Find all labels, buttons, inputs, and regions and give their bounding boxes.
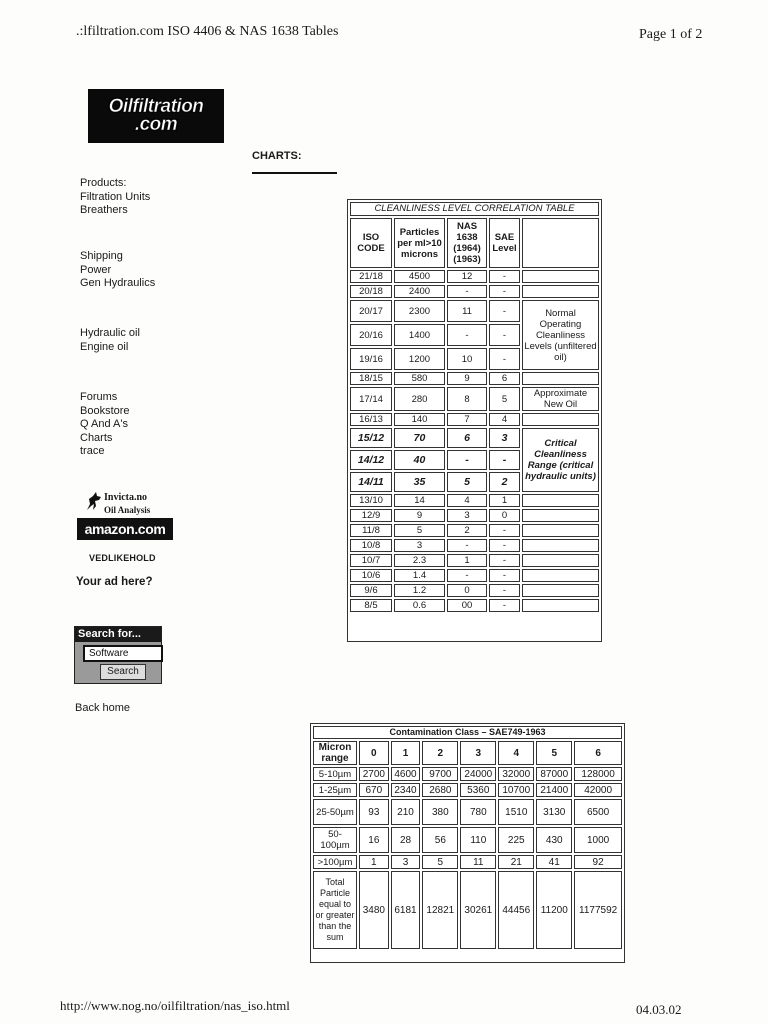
nav-link-forums[interactable]: Forums: [80, 391, 118, 403]
cell: 2340: [391, 783, 421, 797]
table-row: [350, 494, 599, 507]
nav-group-products: [80, 177, 150, 218]
cell: 17/14: [350, 387, 392, 411]
nav-link-shipping[interactable]: Shipping: [80, 250, 123, 262]
cell: 12821: [422, 871, 458, 949]
vedlikehold-banner[interactable]: VEDLIKEHOLD: [89, 553, 156, 563]
cell: 21: [498, 855, 534, 869]
cell: 10/8: [350, 539, 392, 552]
col-header-class: 3: [460, 741, 496, 765]
nav-link-power[interactable]: Power: [80, 263, 112, 276]
horse-rider-icon: [84, 490, 104, 514]
table-row: [313, 827, 622, 853]
cell: 15/12: [350, 428, 392, 448]
cell: [522, 569, 599, 582]
col-header-micron-range: Micron range: [313, 741, 357, 765]
cell: -: [489, 554, 520, 567]
table-row: [350, 554, 599, 567]
nav-link-filtration-units[interactable]: Filtration Units: [80, 190, 151, 203]
table-caption: CLEANLINESS LEVEL CORRELATION TABLE: [350, 202, 599, 216]
cell: 4600: [391, 767, 421, 781]
note-critical-range: Critical Cleanliness Range (critical hydraulic units): [522, 428, 599, 492]
nav-group-shipping: [80, 250, 155, 291]
cell: 1: [489, 494, 520, 507]
cell: -: [447, 324, 487, 346]
cell: 2400: [394, 285, 445, 298]
table-row: [350, 285, 599, 298]
cell: 19/16: [350, 348, 392, 370]
cell: 6: [447, 428, 487, 448]
table-row: [313, 855, 622, 869]
contamination-class-table: [310, 723, 625, 963]
cell: 12: [447, 270, 487, 283]
logo-line-2: .com: [134, 114, 178, 135]
table-row: [350, 599, 599, 612]
oilfiltration-logo[interactable]: [88, 89, 224, 143]
cell: 21400: [536, 783, 572, 797]
search-input[interactable]: Software: [83, 645, 163, 662]
nav-link-breathers[interactable]: Breathers: [80, 204, 128, 216]
cell: 20/17: [350, 300, 392, 322]
nav-link-engine-oil[interactable]: Engine oil: [80, 340, 129, 353]
table-row: [350, 300, 599, 322]
cell: 6: [489, 372, 520, 385]
table-row: [350, 509, 599, 522]
row-header: 1-25µm: [313, 783, 357, 797]
cell: 28: [391, 827, 421, 853]
cell: 580: [394, 372, 445, 385]
cell: 42000: [574, 783, 622, 797]
cell: 21/18: [350, 270, 392, 283]
cell: 24000: [460, 767, 496, 781]
col-header-class: 0: [359, 741, 389, 765]
col-header-class: 1: [391, 741, 421, 765]
col-header-particles: Particles per ml>10 microns: [394, 218, 445, 268]
cell: 0: [447, 584, 487, 597]
cell: 6181: [391, 871, 421, 949]
cell: 1400: [394, 324, 445, 346]
cell: 12/9: [350, 509, 392, 522]
row-header: 25-50µm: [313, 799, 357, 825]
cell: -: [447, 450, 487, 470]
cell: 3: [447, 509, 487, 522]
cleanliness-correlation-table: [347, 199, 602, 642]
note-normal-levels: Normal Operating Cleanliness Levels (unfiltered oil): [522, 300, 599, 370]
cell: 0.6: [394, 599, 445, 612]
row-header: Total Particle equal to or greater than the sum: [313, 871, 357, 949]
cell: -: [489, 524, 520, 537]
cell: 14: [394, 494, 445, 507]
row-header: >100µm: [313, 855, 357, 869]
cell: 3130: [536, 799, 572, 825]
back-home-link[interactable]: Back home: [75, 702, 131, 714]
cell: [522, 413, 599, 426]
cell: 10/6: [350, 569, 392, 582]
cell: 9700: [422, 767, 458, 781]
document-title: .:lfiltration.com ISO 4406 & NAS 1638 Tables: [76, 24, 339, 39]
cell: 9/6: [350, 584, 392, 597]
cell: 13/10: [350, 494, 392, 507]
cell: 8/5: [350, 599, 392, 612]
cell: 430: [536, 827, 572, 853]
cell: 11: [447, 300, 487, 322]
cell: 16/13: [350, 413, 392, 426]
nav-link-qanda[interactable]: Q And A's: [80, 418, 128, 430]
nav-group-community: [80, 391, 130, 459]
cell: -: [489, 285, 520, 298]
cell: -: [489, 270, 520, 283]
cell: [522, 584, 599, 597]
cell: 10/7: [350, 554, 392, 567]
table-row: [350, 387, 599, 411]
cell: 670: [359, 783, 389, 797]
cell: [522, 599, 599, 612]
invicta-ad[interactable]: [84, 490, 184, 516]
table-row: [313, 767, 622, 781]
cell: 56: [422, 827, 458, 853]
cell: 87000: [536, 767, 572, 781]
search-button[interactable]: Search: [100, 664, 146, 680]
cell: 00: [447, 599, 487, 612]
table-row: [350, 270, 599, 283]
table-caption: Contamination Class – SAE749-1963: [313, 726, 622, 739]
table-row: [350, 584, 599, 597]
charts-underline: [252, 172, 337, 174]
cell: -: [447, 569, 487, 582]
amazon-banner[interactable]: amazon.com: [77, 518, 173, 540]
your-ad-here-link[interactable]: Your ad here?: [76, 576, 153, 588]
cell: -: [489, 539, 520, 552]
cell: 2680: [422, 783, 458, 797]
row-header: 50-100µm: [313, 827, 357, 853]
cell: 20/16: [350, 324, 392, 346]
cell: 7: [447, 413, 487, 426]
cell: 1.4: [394, 569, 445, 582]
charts-heading: CHARTS:: [252, 150, 302, 162]
cell: [522, 270, 599, 283]
cell: -: [489, 324, 520, 346]
cell: 3: [489, 428, 520, 448]
table-row: [350, 428, 599, 448]
col-header-sae: SAE Level: [489, 218, 520, 268]
cell: 41: [536, 855, 572, 869]
cell: [522, 554, 599, 567]
cell: 9: [447, 372, 487, 385]
cell: 140: [394, 413, 445, 426]
cell: 5: [489, 387, 520, 411]
cell: 5: [447, 472, 487, 492]
nav-link-gen-hydraulics[interactable]: Gen Hydraulics: [80, 277, 156, 289]
cell: 9: [394, 509, 445, 522]
logo-line-1: Oilfiltration: [108, 96, 204, 117]
cell: -: [489, 569, 520, 582]
cell: 380: [422, 799, 458, 825]
cell: 1510: [498, 799, 534, 825]
table-row: [350, 372, 599, 385]
cell: 4: [489, 413, 520, 426]
cell: 70: [394, 428, 445, 448]
cell: 92: [574, 855, 622, 869]
table-row: [350, 524, 599, 537]
cell: -: [489, 584, 520, 597]
cell: 3: [391, 855, 421, 869]
cell: 225: [498, 827, 534, 853]
cell: 3480: [359, 871, 389, 949]
col-header-class: 4: [498, 741, 534, 765]
cell: 8: [447, 387, 487, 411]
cell: [522, 372, 599, 385]
table-row: [350, 539, 599, 552]
cell: 1200: [394, 348, 445, 370]
cell: [522, 509, 599, 522]
nav-link-hydraulic-oil[interactable]: Hydraulic oil: [80, 327, 140, 339]
cell: -: [489, 300, 520, 322]
cell: 3: [394, 539, 445, 552]
page-number: Page 1 of 2: [639, 27, 703, 42]
nav-link-bookstore[interactable]: Bookstore: [80, 404, 130, 417]
nav-label-products: Products:: [80, 177, 127, 189]
cell: 10: [447, 348, 487, 370]
cell: 2: [489, 472, 520, 492]
cell: 780: [460, 799, 496, 825]
cell: 5: [422, 855, 458, 869]
cell: 210: [391, 799, 421, 825]
col-header-notes: [522, 218, 599, 268]
table-row: [350, 569, 599, 582]
col-header-class: 2: [422, 741, 458, 765]
cell: 14/12: [350, 450, 392, 470]
cell: 1: [359, 855, 389, 869]
cell: 0: [489, 509, 520, 522]
col-header-nas: NAS 1638 (1964) (1963): [447, 218, 487, 268]
cell: 2300: [394, 300, 445, 322]
cell: 1000: [574, 827, 622, 853]
cell: 128000: [574, 767, 622, 781]
col-header-iso: ISO CODE: [350, 218, 392, 268]
cell: 14/11: [350, 472, 392, 492]
table-row: [350, 413, 599, 426]
col-header-class: 6: [574, 741, 622, 765]
cell: 5: [394, 524, 445, 537]
cell: 20/18: [350, 285, 392, 298]
note-new-oil: Approximate New Oil: [522, 387, 599, 411]
cell: 2.3: [394, 554, 445, 567]
cell: 35: [394, 472, 445, 492]
search-title: Search for...: [75, 627, 161, 642]
footer-date: 04.03.02: [636, 1002, 682, 1017]
cell: 18/15: [350, 372, 392, 385]
cell: 2: [447, 524, 487, 537]
invicta-line-2: Oil Analysis: [104, 505, 151, 515]
nav-link-trace[interactable]: trace: [80, 445, 105, 457]
cell: 11/8: [350, 524, 392, 537]
table-row: [313, 783, 622, 797]
cell: 280: [394, 387, 445, 411]
cell: 10700: [498, 783, 534, 797]
search-widget: [74, 626, 162, 684]
cell: [522, 285, 599, 298]
cell: 2700: [359, 767, 389, 781]
invicta-line-1: Invicta.no: [104, 492, 148, 503]
cell: -: [489, 450, 520, 470]
nav-link-charts[interactable]: Charts: [80, 431, 113, 444]
cell: [522, 524, 599, 537]
cell: 40: [394, 450, 445, 470]
cell: 5360: [460, 783, 496, 797]
cell: 16: [359, 827, 389, 853]
row-header: 5-10µm: [313, 767, 357, 781]
cell: 1177592: [574, 871, 622, 949]
cell: 32000: [498, 767, 534, 781]
table-row: [313, 799, 622, 825]
cell: 1.2: [394, 584, 445, 597]
table-row: [313, 871, 622, 949]
cell: -: [447, 539, 487, 552]
cell: -: [447, 285, 487, 298]
cell: 4500: [394, 270, 445, 283]
cell: 1: [447, 554, 487, 567]
nav-group-oils: [80, 327, 140, 354]
cell: 6500: [574, 799, 622, 825]
cell: [522, 539, 599, 552]
cell: -: [489, 599, 520, 612]
cell: 93: [359, 799, 389, 825]
cell: -: [489, 348, 520, 370]
col-header-class: 5: [536, 741, 572, 765]
cell: [522, 494, 599, 507]
cell: 110: [460, 827, 496, 853]
cell: 11: [460, 855, 496, 869]
cell: 4: [447, 494, 487, 507]
footer-url: http://www.nog.no/oilfiltration/nas_iso.html: [60, 998, 290, 1013]
cell: 30261: [460, 871, 496, 949]
cell: 11200: [536, 871, 572, 949]
cell: 44456: [498, 871, 534, 949]
